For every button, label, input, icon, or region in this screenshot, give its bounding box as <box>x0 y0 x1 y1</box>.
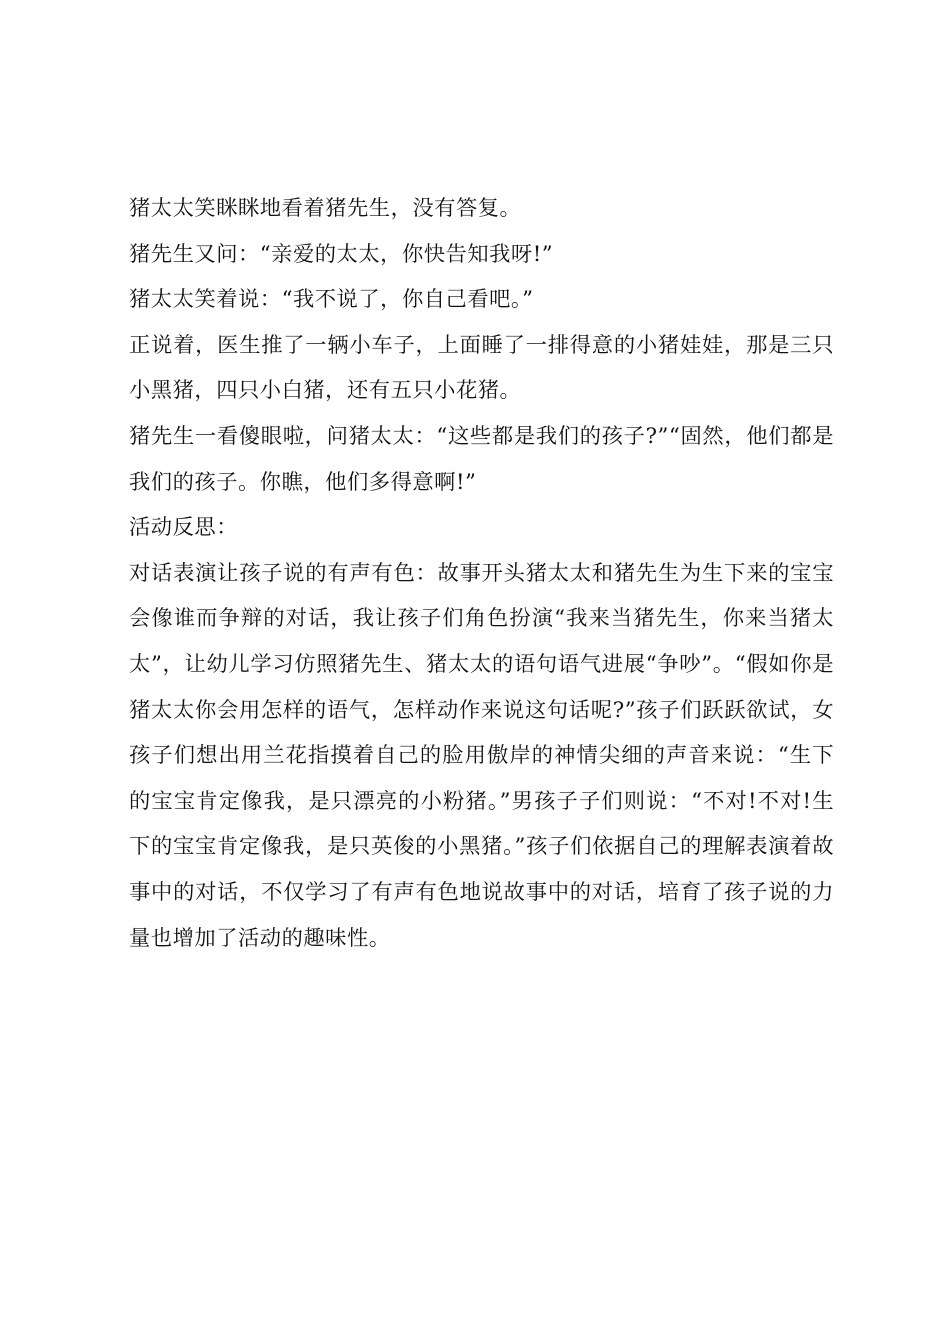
paragraph-4: 正说着，医生推了一辆小车子，上面睡了一排得意的小猪娃娃，那是三只小黑猪，四只小白猪，还有五只小花猪。 <box>129 332 834 404</box>
paragraph-2: 猪先生又问：“亲爱的太太，你快告知我呀!” <box>129 241 554 267</box>
paragraph-1: 猪太太笑眯眯地看着猪先生，没有答复。 <box>129 196 522 221</box>
paragraph-3: 猪太太笑着说：“我不说了，你自己看吧。” <box>129 287 534 313</box>
paragraph-reflection: 对话表演让孩子说的有声有色：故事开头猪太太和猪先生为生下来的宝宝会像谁而争辩的对话，我让孩子们角色扮演“我来当猪先生，你来当猪太太”，让幼儿学习仿照猪先生、猪太太的语句语气进展“争吵”。“假如你是猪太太你会用怎样的语气，怎样动作来说这句话呢?”孩子们跃跃欲试，女孩子们想出用兰花指摸着自己的脸用傲岸的神情尖细的声音来说：“生下的宝宝肯定像我，是只漂亮的小粉猪。”男孩子子们则说：“不对!不对!生下的宝宝肯定像我，是只英俊的小黑猪。”孩子们依据自己的理解表演着故事中的对话，不仅学习了有声有色地说故事中的对话，培育了孩子说的力量也增加了活动的趣味性。 <box>129 560 834 951</box>
document-body <box>129 186 834 961</box>
section-heading-reflection: 活动反思： <box>129 515 238 541</box>
paragraph-5: 猪先生一看傻眼啦，问猪太太：“这些都是我们的孩子?”“固然，他们都是我们的孩子。你瞧，他们多得意啊!” <box>129 423 834 495</box>
